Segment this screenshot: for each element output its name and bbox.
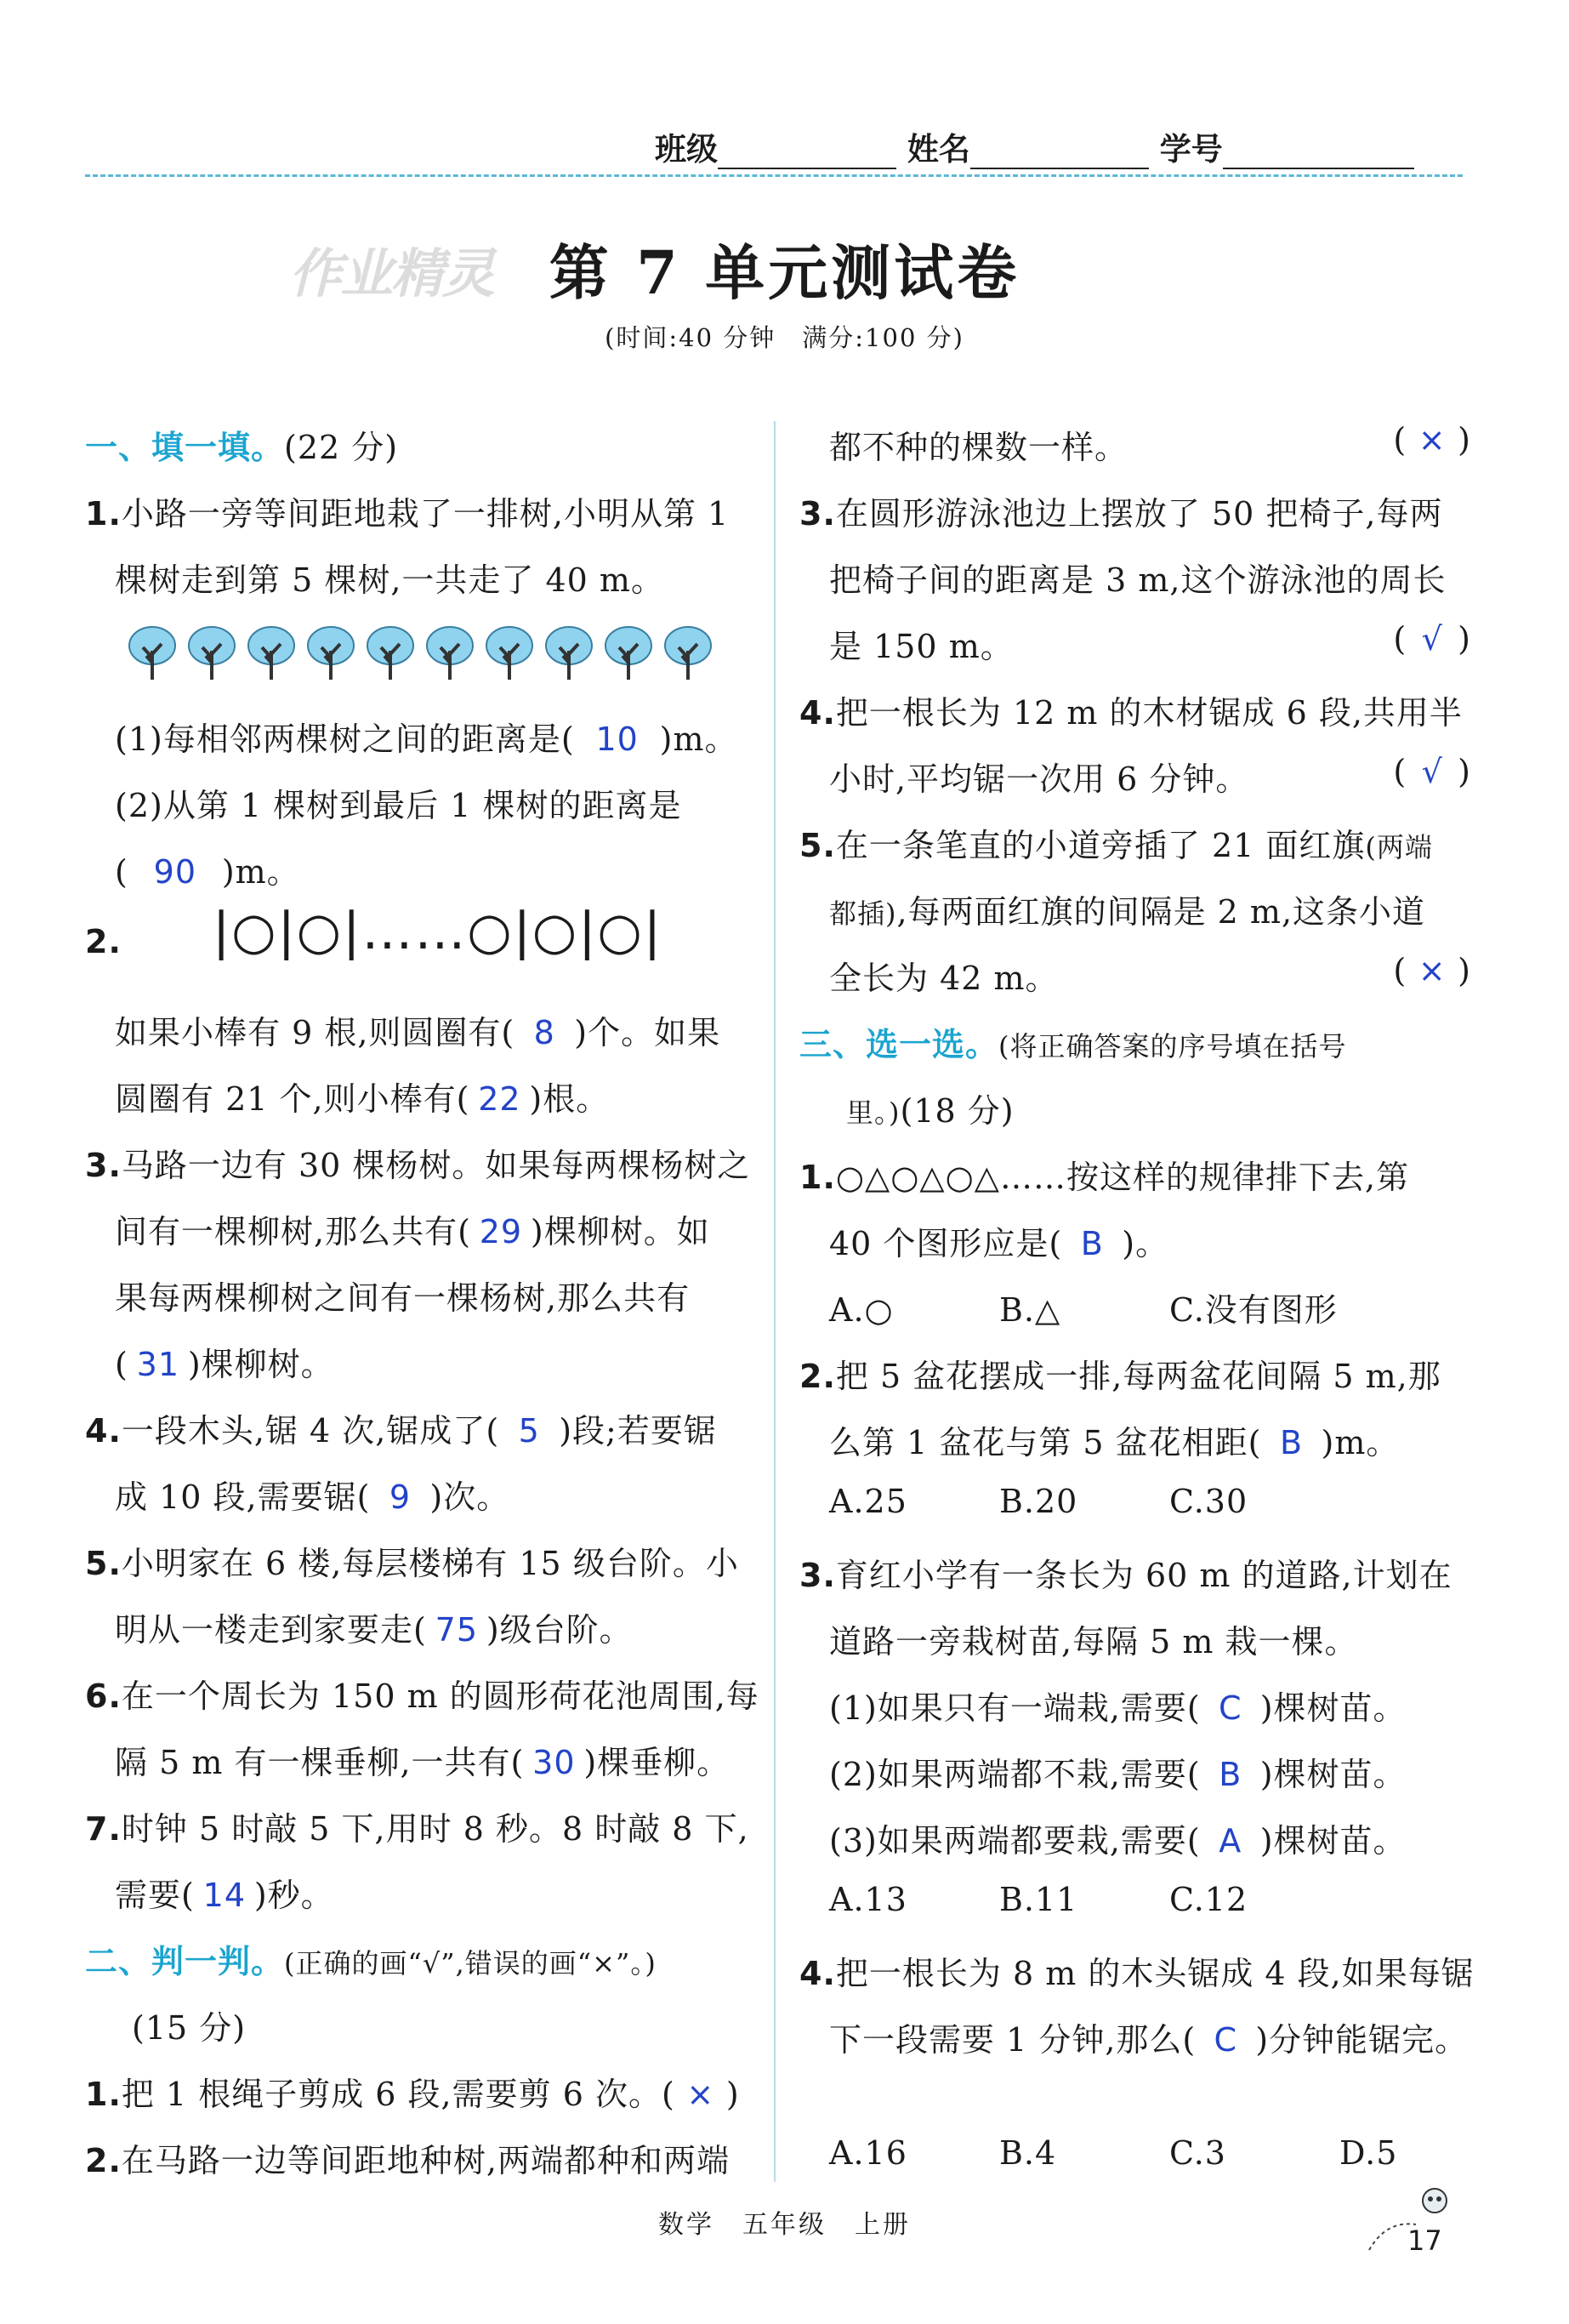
c1-options: [829, 1284, 1338, 1330]
option-b[interactable]: B.11: [999, 1881, 1078, 1918]
c4-line2: 下一段需要 1 分钟,那么( C )分钟能锯完。: [829, 2021, 1469, 2059]
section-3-title: 三、选一选。: [799, 1026, 999, 1063]
option-a[interactable]: A.○: [829, 1291, 894, 1329]
choice-answer[interactable]: C: [1218, 1689, 1242, 1727]
watermark-logo: 作业精灵: [289, 242, 494, 305]
header-divider: [85, 174, 1463, 177]
option-b[interactable]: B.△: [999, 1291, 1061, 1329]
q7-line1: 7.时钟 5 时敲 5 下,用时 8 秒。8 时敲 8 下,: [85, 1810, 749, 1848]
page-title: 第 7 单元测试卷: [549, 237, 1020, 308]
section-1-score: (22 分): [284, 429, 399, 466]
q3-line2: 间有一棵柳树,那么共有( 29 )棵柳树。如: [115, 1213, 710, 1250]
j4-line1: 4.把一根长为 12 m 的木材锯成 6 段,共用半: [799, 694, 1463, 732]
tree-icon: [306, 625, 355, 681]
tree-icon: [128, 625, 177, 681]
choice-answer[interactable]: A: [1219, 1822, 1242, 1860]
j1-line: 1.把 1 根绳子剪成 6 段,需要剪 6 次。( × ): [85, 2076, 740, 2113]
j5-line1: 5.在一条笔直的小道旁插了 21 面红旗(两端: [799, 827, 1433, 864]
section-1-heading: [85, 421, 398, 468]
answer-blank[interactable]: 29: [479, 1213, 523, 1250]
q4-line1: 4.一段木头,锯 4 次,锯成了( 5 )段;若要锯: [85, 1412, 717, 1450]
q1-line1: 1.小路一旁等间距地栽了一排树,小明从第 1: [85, 495, 730, 533]
q5-line2: 明从一楼走到家要走( 75 )级台阶。: [115, 1611, 633, 1649]
j4-line2: 小时,平均锯一次用 6 分钟。 ( √ ): [829, 753, 1471, 798]
choice-answer[interactable]: B: [1219, 1756, 1242, 1793]
class-label: 班级: [655, 131, 718, 168]
footer-subject: 数学 五年级 上册: [658, 2210, 911, 2240]
c3-line1: 3.育红小学有一条长为 60 m 的道路,计划在: [799, 1557, 1452, 1594]
j3-line2: 把椅子间的距离是 3 m,这个游泳池的周长: [829, 561, 1447, 599]
j2-line1: 2.在马路一边等间距地种树,两端都种和两端: [85, 2142, 730, 2179]
name-label: 姓名: [907, 131, 970, 168]
c4-line1: 4.把一根长为 8 m 的木头锯成 4 段,如果每锯: [799, 1955, 1475, 1992]
c2-line1: 2.把 5 盆花摆成一排,每两盆花间隔 5 m,那: [799, 1358, 1441, 1395]
answer-blank[interactable]: 5: [518, 1412, 540, 1450]
section-3-heading: [799, 1018, 1347, 1065]
student-id-label: 学号: [1159, 131, 1223, 168]
c3-line2: 道路一旁栽树苗,每隔 5 m 栽一棵。: [829, 1623, 1358, 1660]
choice-answer[interactable]: B: [1080, 1225, 1104, 1262]
option-c[interactable]: C.12: [1169, 1881, 1248, 1918]
q2-line1: 如果小棒有 9 根,则圆圈有( 8 )个。如果: [115, 1014, 721, 1051]
c3-sub2: (2)如果两端都不栽,需要( B )棵树苗。: [829, 1756, 1407, 1793]
option-a[interactable]: A.16: [829, 2134, 907, 2172]
q6-line2: 隔 5 m 有一棵垂柳,一共有( 30 )棵垂柳。: [115, 1744, 730, 1781]
choice-answer[interactable]: B: [1279, 1424, 1304, 1461]
j3-line1: 3.在圆形游泳池边上摆放了 50 把椅子,每两: [799, 495, 1443, 533]
tree-icon: [366, 625, 415, 681]
option-a[interactable]: A.25: [829, 1483, 907, 1520]
section-2-note: (正确的画“√”,错误的画“×”。): [284, 1947, 657, 1979]
c3-options: [829, 1881, 1248, 1918]
answer-blank[interactable]: 30: [532, 1744, 576, 1781]
judgement-answer[interactable]: ×: [1418, 952, 1447, 989]
j5-line2: 都插),每两面红旗的间隔是 2 m,这条小道: [829, 893, 1426, 931]
answer-blank[interactable]: 90: [153, 853, 196, 891]
c1-line2: 40 个图形应是( B )。: [829, 1225, 1169, 1262]
judgement-answer[interactable]: ×: [1418, 421, 1447, 459]
q4-line2: 成 10 段,需要锯( 9 )次。: [115, 1478, 510, 1516]
tree-icon: [247, 625, 296, 681]
section-1-title: 一、填一填。: [85, 429, 285, 466]
option-a[interactable]: A.13: [829, 1881, 907, 1918]
judgement-answer[interactable]: √: [1421, 753, 1443, 790]
j3-line3: 是 150 m。 ( √ ): [829, 620, 1471, 665]
q6-line1: 6.在一个周长为 150 m 的圆形荷花池周围,每: [85, 1677, 759, 1715]
q1-sub2: (2)从第 1 棵树到最后 1 棵树的距离是: [115, 787, 682, 824]
judgement-answer[interactable]: ×: [686, 2076, 715, 2113]
q1-sub2-cont: ( 90 )m。: [115, 853, 300, 891]
q1-line2: 棵树走到第 5 棵树,一共走了 40 m。: [115, 561, 664, 599]
q5-line1: 5.小明家在 6 楼,每层楼梯有 15 级台阶。小: [85, 1545, 739, 1582]
c4-options: [829, 2134, 1397, 2172]
j5-line3: 全长为 42 m。 ( × ): [829, 952, 1471, 997]
option-c[interactable]: C.没有图形: [1169, 1291, 1338, 1329]
student-id-blank[interactable]: [1223, 139, 1414, 169]
c3-sub3: (3)如果两端都要栽,需要( A )棵树苗。: [829, 1822, 1407, 1860]
answer-blank[interactable]: 75: [435, 1611, 478, 1649]
class-blank[interactable]: [718, 139, 896, 169]
stick-circle-pattern: |○|○|……○|○|○|: [213, 902, 663, 961]
q3-line1: 3.马路一边有 30 棵杨树。如果每两棵杨树之: [85, 1147, 751, 1184]
section-2-title: 二、判一判。: [85, 1943, 285, 1980]
section-3-note: (将正确答案的序号填在括号: [998, 1030, 1347, 1062]
section-2-heading: [85, 1935, 657, 1982]
tree-icon: [604, 625, 653, 681]
tree-icon: [485, 625, 534, 681]
answer-blank[interactable]: 10: [595, 721, 639, 758]
option-b[interactable]: B.20: [999, 1483, 1078, 1520]
student-info-header: [655, 123, 1414, 169]
name-blank[interactable]: [970, 139, 1149, 169]
judgement-answer[interactable]: √: [1421, 620, 1443, 658]
q7-line2: 需要( 14 )秒。: [115, 1877, 334, 1914]
c1-line1: 1.○△○△○△……按这样的规律排下去,第: [799, 1159, 1410, 1196]
answer-blank[interactable]: 31: [136, 1346, 179, 1383]
section-3-note-cont: 里。)(18 分): [846, 1092, 1015, 1130]
tree-icon: [544, 625, 594, 681]
c3-sub1: (1)如果只有一端栽,需要( C )棵树苗。: [829, 1689, 1407, 1727]
answer-blank[interactable]: 14: [202, 1877, 246, 1914]
option-c[interactable]: C.30: [1169, 1483, 1248, 1520]
answer-blank[interactable]: 9: [389, 1478, 412, 1516]
q2-number: 2.: [85, 923, 122, 960]
tree-icon: [425, 625, 475, 681]
answer-blank[interactable]: 22: [478, 1080, 521, 1118]
c2-line2: 么第 1 盆花与第 5 盆花相距( B )m。: [829, 1424, 1400, 1461]
j2-line2: 都不种的棵数一样。 ( × ): [829, 421, 1471, 466]
q1-sub1: (1)每相邻两棵树之间的距离是( 10 )m。: [115, 721, 738, 758]
c2-options: [829, 1483, 1248, 1520]
page-swirl-icon: [1365, 2212, 1424, 2254]
option-c[interactable]: C.3: [1169, 2134, 1226, 2172]
column-divider: [774, 421, 776, 2182]
choice-answer[interactable]: C: [1214, 2021, 1238, 2059]
answer-blank[interactable]: 8: [533, 1014, 555, 1051]
tree-icon: [187, 625, 236, 681]
section-2-score: (15 分): [132, 2009, 247, 2047]
option-d[interactable]: D.5: [1339, 2134, 1398, 2172]
q2-line2: 圆圈有 21 个,则小棒有( 22 )根。: [115, 1080, 610, 1118]
q3-line3: 果每两棵柳树之间有一棵杨树,那么共有: [115, 1279, 691, 1317]
tree-icon: [663, 625, 713, 681]
option-b[interactable]: B.4: [999, 2134, 1057, 2172]
page-number: 17: [1407, 2224, 1442, 2257]
exam-info: (时间:40 分钟 满分:100 分): [605, 323, 964, 352]
q3-line4: ( 31 )棵柳树。: [115, 1346, 334, 1383]
tree-row: [128, 625, 723, 681]
